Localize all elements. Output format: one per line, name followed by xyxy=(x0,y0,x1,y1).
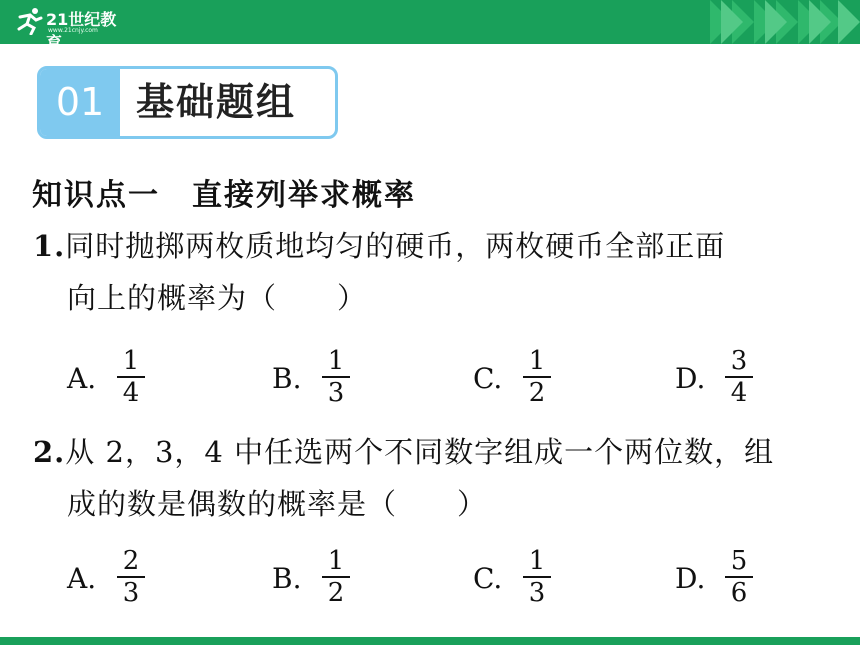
option-fraction xyxy=(723,346,755,408)
question-number: 2. xyxy=(33,435,66,469)
question-number: 1. xyxy=(33,229,66,263)
close-paren: ） xyxy=(457,487,488,521)
knowledge-point-heading: 知识点一 直接列举求概率 xyxy=(32,178,416,213)
numerator: 1 xyxy=(327,346,345,376)
question-2 xyxy=(33,426,774,530)
option-fraction xyxy=(115,546,147,608)
option-label: D. xyxy=(675,362,706,395)
option-fraction xyxy=(320,546,352,608)
numerator: 1 xyxy=(327,546,345,576)
question-text-cont: 成的数是偶数的概率是（ xyxy=(67,487,398,521)
denominator: 4 xyxy=(122,378,140,408)
option-label: A. xyxy=(67,362,97,395)
brand-url: www.21cnjy.com xyxy=(48,27,98,34)
brand-logo xyxy=(14,5,124,52)
question-text: 同时抛掷两枚质地均匀的硬币，两枚硬币全部正面 xyxy=(65,229,726,263)
numerator: 2 xyxy=(122,546,140,576)
section-title: 基础题组 xyxy=(136,80,297,124)
option-label: C. xyxy=(473,562,503,595)
denominator: 4 xyxy=(730,378,748,408)
bottom-banner xyxy=(0,637,860,645)
question-1-line-2 xyxy=(33,272,725,324)
denominator: 3 xyxy=(528,578,546,608)
numerator: 5 xyxy=(730,546,748,576)
denominator: 3 xyxy=(327,378,345,408)
numerator: 1 xyxy=(528,546,546,576)
close-paren: ） xyxy=(337,281,368,315)
question-text: 从 2，3，4 中任选两个不同数字组成一个两位数，组 xyxy=(65,435,775,469)
numerator: 1 xyxy=(122,346,140,376)
option-label: C. xyxy=(473,362,503,395)
numerator: 1 xyxy=(528,346,546,376)
option-fraction xyxy=(521,346,553,408)
section-number: 01 xyxy=(40,69,120,136)
denominator: 6 xyxy=(730,578,748,608)
option-fraction xyxy=(723,546,755,608)
denominator: 2 xyxy=(327,578,345,608)
question-2-line-2 xyxy=(33,478,774,530)
section-header xyxy=(37,66,338,139)
runner-icon xyxy=(14,7,44,35)
question-2-line-1 xyxy=(33,426,774,478)
brand-name: 21世纪教育 xyxy=(46,10,117,52)
option-label: B. xyxy=(272,562,302,595)
option-label: D. xyxy=(675,562,706,595)
denominator: 3 xyxy=(122,578,140,608)
question-1-line-1 xyxy=(33,220,725,272)
question-1 xyxy=(33,220,725,324)
option-label: B. xyxy=(272,362,302,395)
option-fraction xyxy=(320,346,352,408)
top-banner xyxy=(0,0,860,52)
question-text-cont: 向上的概率为（ xyxy=(67,281,278,315)
option-fraction xyxy=(115,346,147,408)
option-fraction xyxy=(521,546,553,608)
decorative-triangles xyxy=(710,0,860,44)
numerator: 3 xyxy=(730,346,748,376)
denominator: 2 xyxy=(528,378,546,408)
option-label: A. xyxy=(67,562,97,595)
